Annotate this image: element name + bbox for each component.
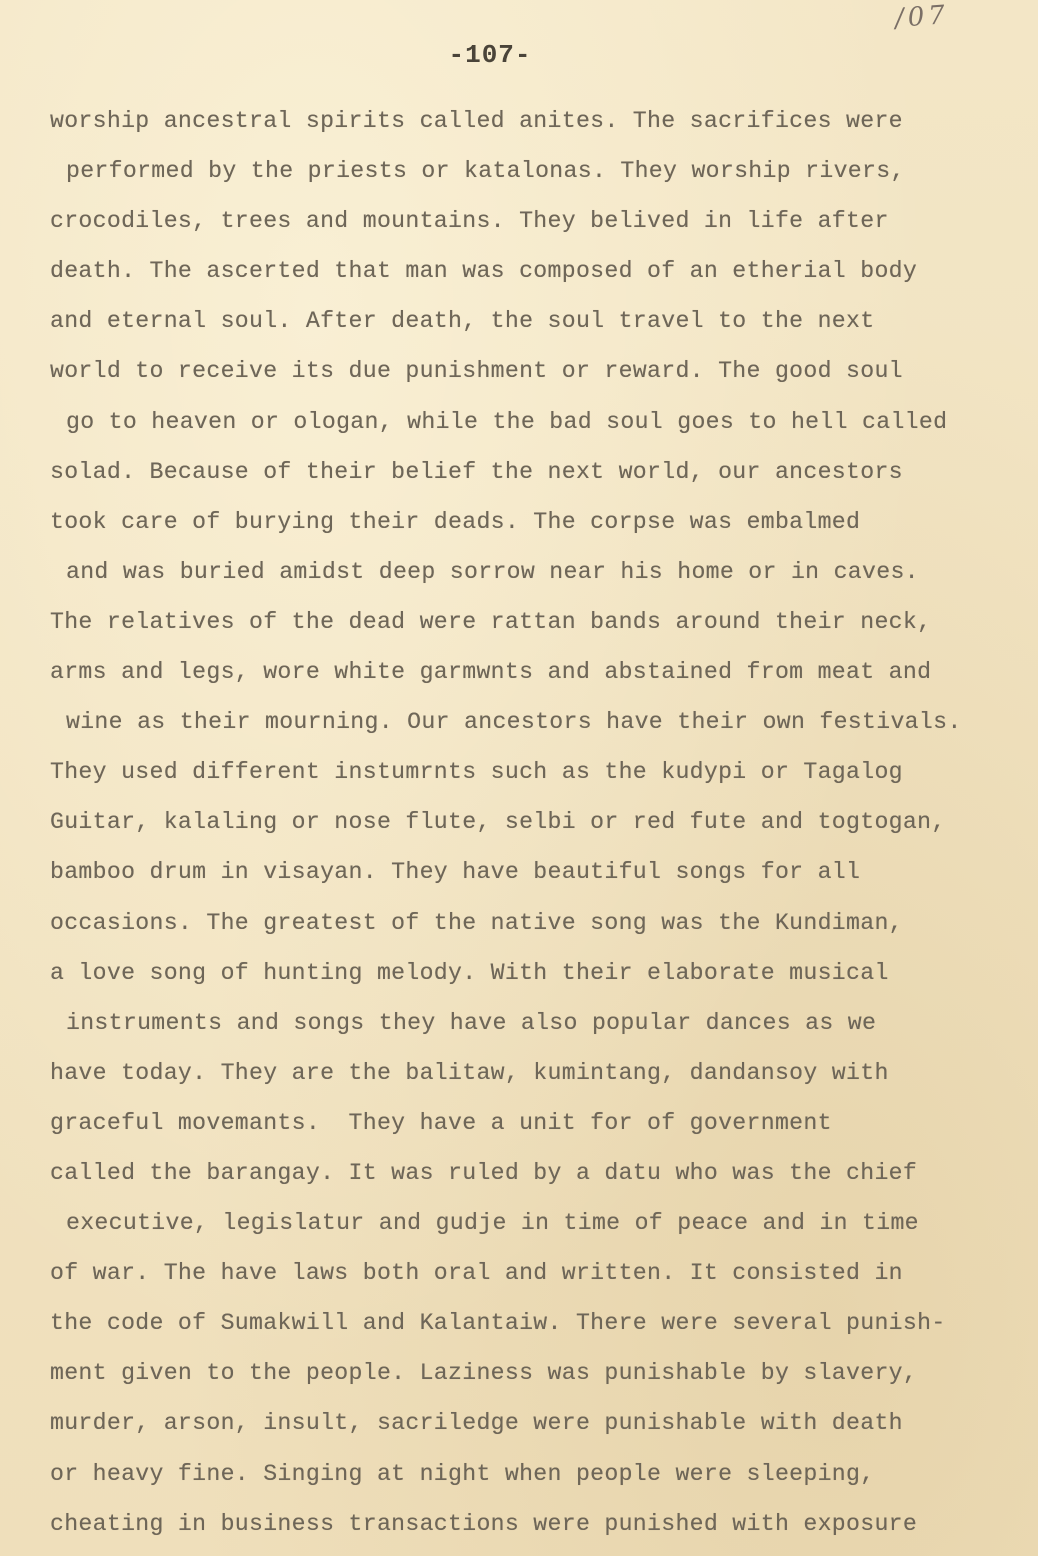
text-line: of war. The have laws both oral and written. It consisted in [50,1260,903,1287]
text-line: wine as their mourning. Our ancestors have their own festivals. [66,709,962,736]
body-text [50,100,1010,1553]
text-line: called the barangay. It was ruled by a datu who was the chief [50,1159,918,1186]
text-line: go to heaven or ologan, while the bad soul goes to hell called [66,408,948,435]
text-line: or heavy fine. Singing at night when people were sleeping, [50,1460,875,1487]
text-line: bamboo drum in visayan. They have beautiful songs for all [50,859,861,886]
text-line: have today. They are the balitaw, kumintang, dandansoy with [50,1059,889,1086]
text-line: world to receive its due punishment or reward. The good soul [50,358,903,385]
text-line: a love song of hunting melody. With their elaborate musical [50,959,889,986]
text-line: Guitar, kalaling or nose flute, selbi or red fute and togtogan, [50,809,946,836]
text-line: and eternal soul. After death, the soul travel to the next [50,308,875,335]
text-line: took care of burying their deads. The corpse was embalmed [50,508,861,535]
text-line: crocodiles, trees and mountains. They belived in life after [50,208,889,235]
text-line: arms and legs, wore white garmwnts and abstained from meat and [50,659,932,686]
text-line: executive, legislatur and gudje in time of peace and in time [66,1210,919,1237]
handwritten-page-number: /07 [894,0,950,34]
text-line: and was buried amidst deep sorrow near his home or in caves. [66,558,919,585]
text-line: They used different instumrnts such as the kudypi or Tagalog [50,759,903,786]
text-line: occasions. The greatest of the native song was the Kundiman, [50,909,903,936]
text-line: graceful movemants. They have a unit for of government [50,1109,832,1136]
text-line: worship ancestral spirits called anites. The sacrifices were [50,108,903,134]
text-line: performed by the priests or katalonas. They worship rivers, [66,158,905,185]
text-line: the code of Sumakwill and Kalantaiw. There were several punish- [50,1310,946,1337]
text-line: The relatives of the dead were rattan bands around their neck, [50,608,932,635]
text-line: instruments and songs they have also popular dances as we [66,1009,877,1036]
text-line: ment given to the people. Laziness was punishable by slavery, [50,1360,918,1387]
text-line: murder, arson, insult, sacriledge were punishable with death [50,1410,903,1437]
text-line: cheating in business transactions were punished with exposure [50,1510,918,1537]
text-line: death. The ascerted that man was composed of an etherial body [50,258,918,285]
text-line: solad. Because of their belief the next world, our ancestors [50,458,903,485]
page-number: -107- [448,40,532,70]
